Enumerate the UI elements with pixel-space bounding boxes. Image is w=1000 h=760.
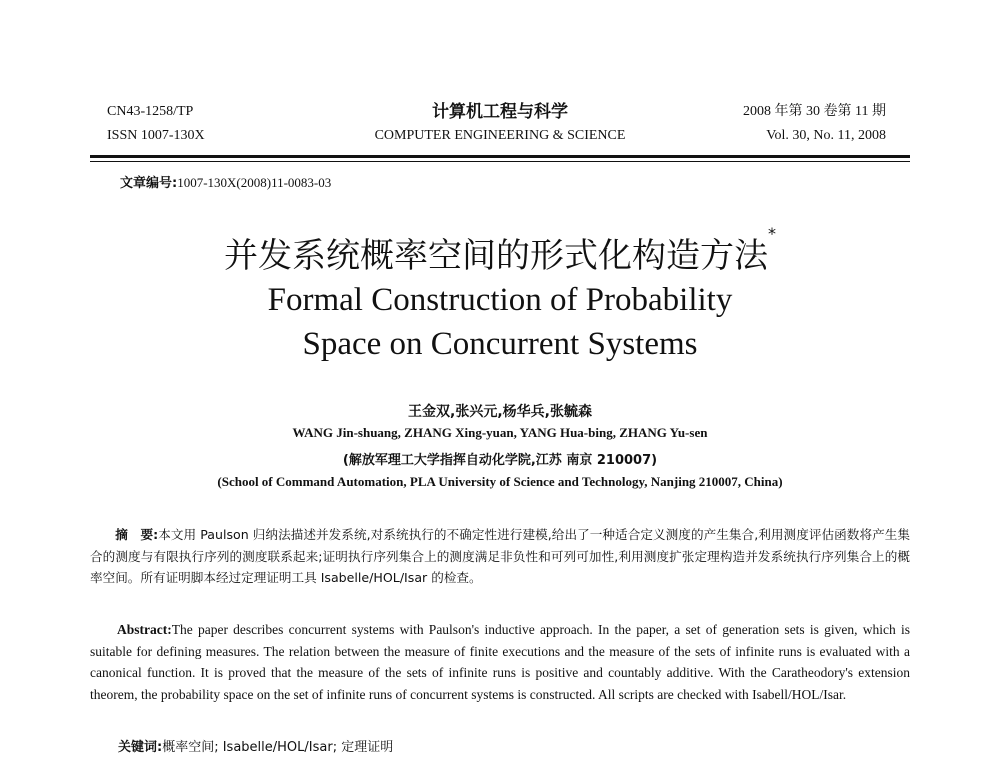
affiliation-en: (School of Command Automation, PLA University of Science and Technology, Nanjing 210007, China): [217, 474, 783, 489]
article-number-value: 1007-130X(2008)11-0083-03: [177, 175, 332, 190]
abstract-cn-label: 摘 要:: [115, 527, 159, 542]
title-en-line1: Formal Construction of Probability: [267, 282, 733, 318]
abstract-cn-text: 本文用 Paulson 归纳法描述并发系统,对系统执行的不确定性进行建模,给出了一种适合定义测度的产生集合,利用测度评估函数将产生集合的测度与有限执行序列的测度联系起来;证明执行序列集合上的测度满足非负性和可列可加性,利用测度扩张定理构造并发系统执行序列集合上的概率空间。所有证明脚本经过定理证明工具 Isabelle/HOL/Isar 的检查。: [90, 527, 910, 585]
keywords-label: 关键词:: [118, 740, 163, 755]
header-rule-thin: [90, 161, 910, 162]
issue-en: Vol. 30, No. 11, 2008: [766, 128, 886, 143]
issue-cn: 2008 年第 30 卷第 11 期: [743, 104, 886, 119]
header-rule-thick: [90, 155, 910, 158]
keywords-text: 概率空间; Isabelle/HOL/Isar; 定理证明: [162, 740, 394, 755]
article-number-label: 文章编号:: [120, 176, 178, 191]
abstract-en-label: Abstract:: [117, 622, 172, 637]
keywords: [118, 736, 393, 755]
title-en-line2: Space on Concurrent Systems: [302, 326, 698, 362]
authors-cn: 王金双,张兴元,杨华兵,张毓森: [408, 404, 592, 420]
issue-info: [743, 100, 886, 148]
title-cn: [0, 224, 1000, 277]
abstract-cn: [90, 524, 910, 589]
journal-name-en: COMPUTER ENGINEERING & SCIENCE: [374, 128, 626, 143]
abstract-en-text: The paper describes concurrent systems with Paulson's inductive approach. In the paper, a set of generation sets is given, which is suitable for defining measures. The relation between the measure of finite executions and the measure of the sets of infinite runs is evaluated with a canonical function. It is proved that the measure of the sets of infinite runs is positive and countably additive. With the Caratheodory's extension theorem, the probability space on the set of infinite runs of concurrent systems is constructed. All scripts are checked with Isabell/HOL/Isar.: [90, 622, 910, 702]
cn-number: CN43-1258/TP: [107, 104, 194, 119]
authors-en: WANG Jin-shuang, ZHANG Xing-yuan, YANG Hua-bing, ZHANG Yu-sen: [292, 425, 708, 440]
journal-name-cn: 计算机工程与科学: [432, 102, 568, 122]
affiliation-cn: (解放军理工大学指挥自动化学院,江苏 南京 210007): [342, 453, 658, 468]
title-footnote-mark: *: [768, 224, 776, 243]
abstract-en: [90, 619, 910, 705]
issn-number: ISSN 1007-130X: [107, 128, 205, 143]
article-number: [120, 172, 331, 191]
title-cn-text: 并发系统概率空间的形式化构造方法: [224, 236, 768, 276]
